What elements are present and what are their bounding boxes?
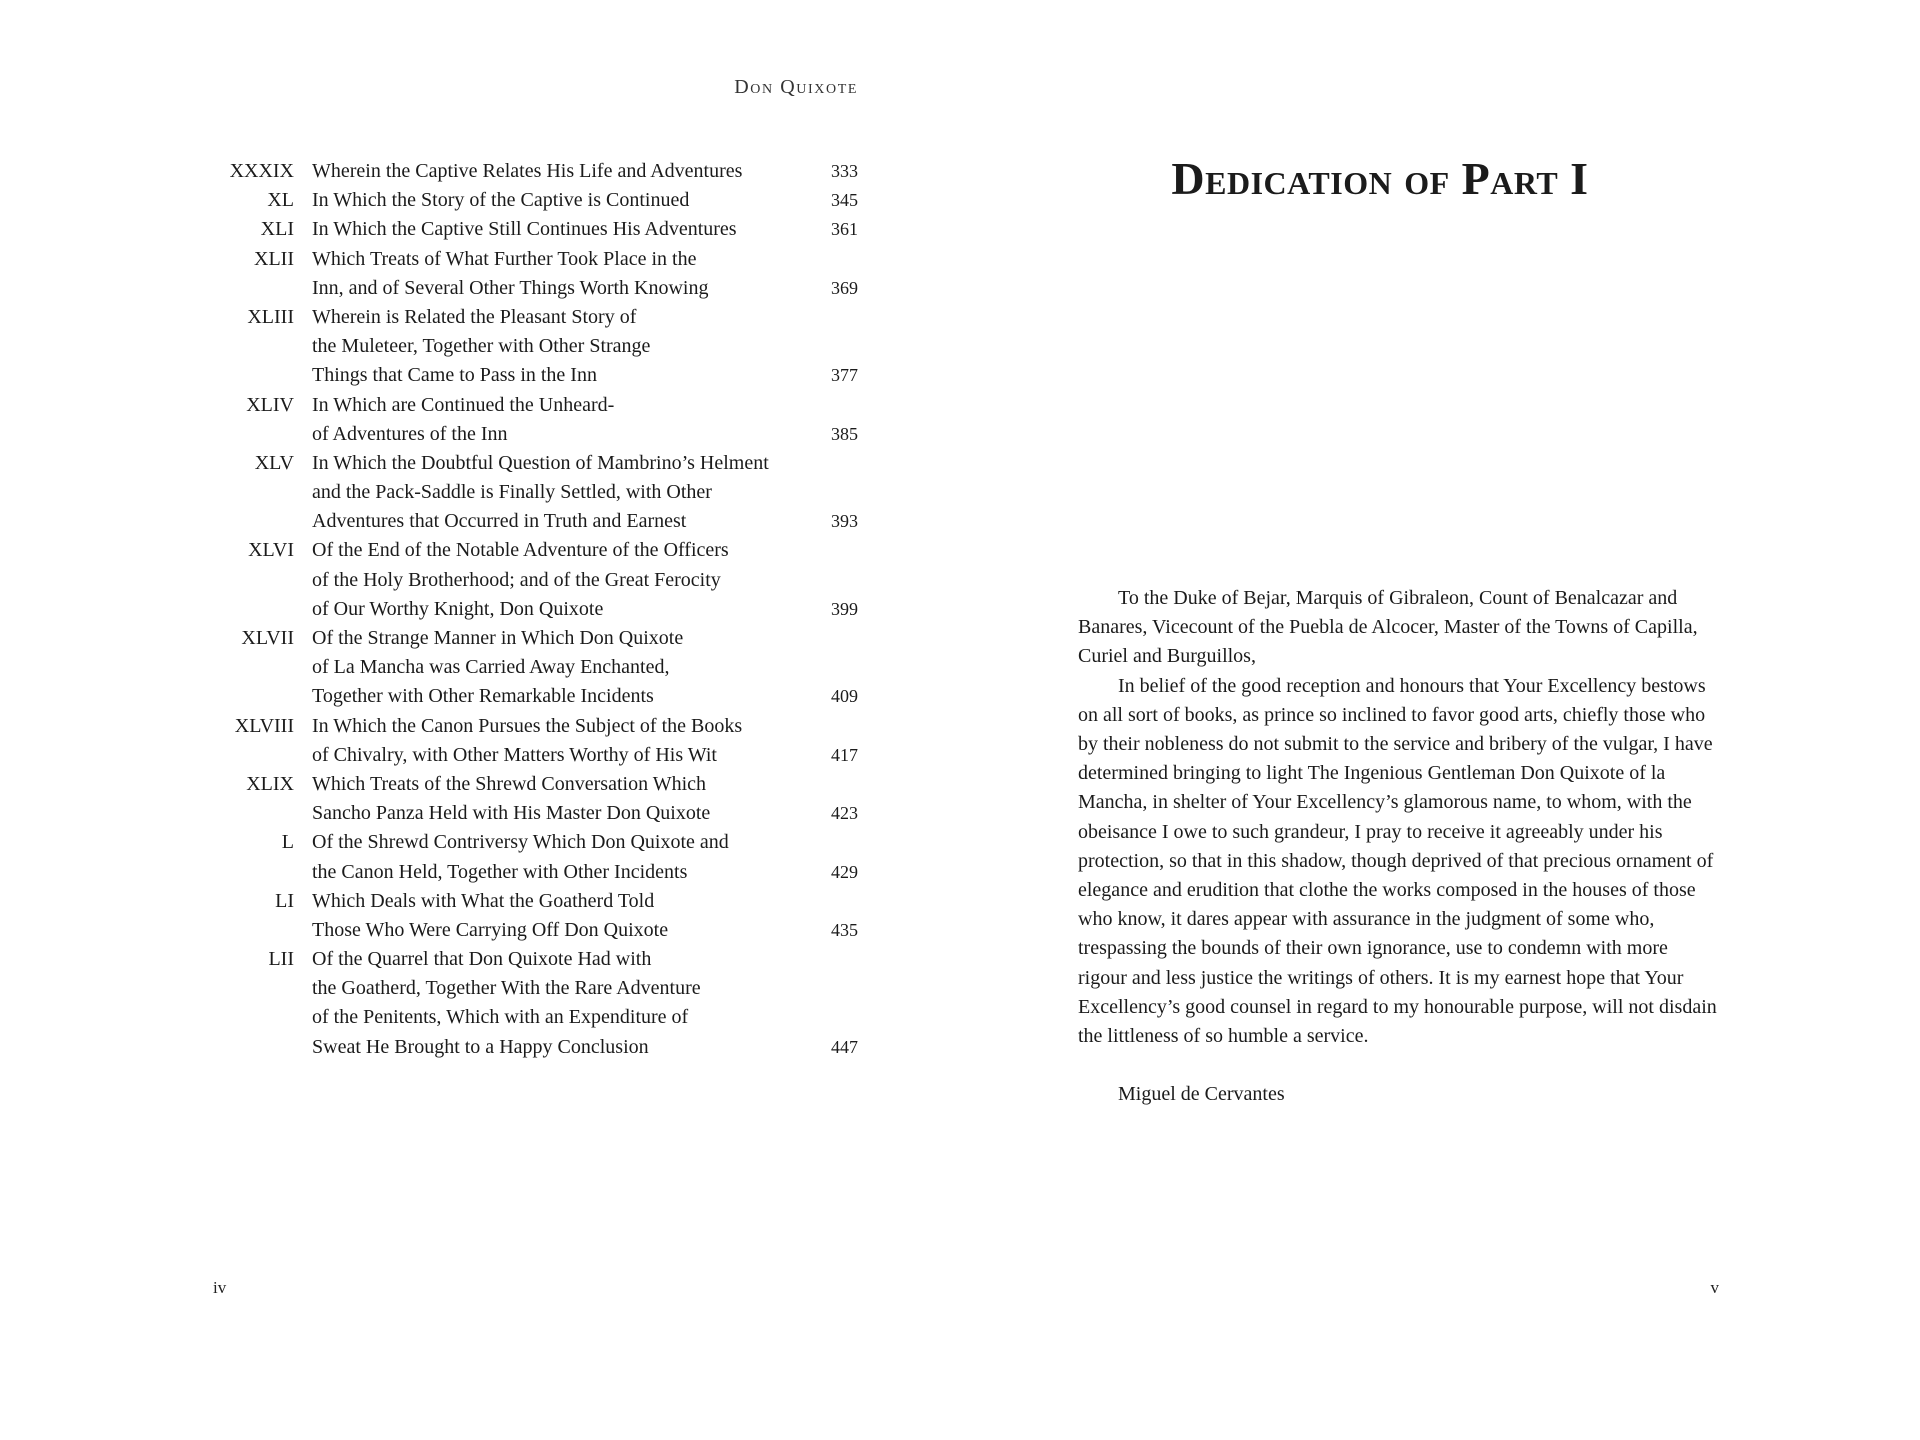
chapter-title: Of the Shrewd Contriversy Which Don Quixote and	[312, 831, 729, 854]
chapter-number: XLII	[254, 247, 294, 270]
page-number: 385	[831, 423, 858, 444]
right-page	[960, 0, 1920, 1440]
toc-line	[200, 682, 865, 711]
toc-line	[200, 741, 865, 770]
toc-line	[200, 595, 865, 624]
page-number: 333	[831, 161, 858, 181]
chapter-title: the Canon Held, Together with Other Incidents	[312, 860, 688, 883]
chapter-number: XLVIII	[234, 714, 294, 737]
toc-line	[200, 449, 865, 478]
chapter-number: XL	[267, 189, 294, 212]
toc-line	[200, 245, 865, 274]
dedication-paragraph: In belief of the good reception and honours that Your Excellency bestows on all sort of books, as prince so inclined to favor good arts, chiefly those who by their nobleness do not submit to the service and bribery of the vulgar, I have determined bringing to light The Ingenious Gentleman Don Quixote of la Mancha, in shelter of Your Excellency’s glamorous name, to whom, with the obeisance I owe to such grandeur, I pray to receive it agreeably under his protection, so that in this shadow, though deprived of that precious ornament of elegance and erudition that clothe the works composed in the houses of those who know, it dares appear with assurance in the judgment of some who, trespassing the bounds of their own ignorance, use to condemn with more rigour and less justice the writings of others. It is my earnest hope that Your Excellency’s good counsel in regard to my honourable purpose, will not disdain the littleness of so humble a service.	[1078, 674, 1717, 1048]
dedication-address: To the Duke of Bejar, Marquis of Gibraleon, Count of Benalcazar and Banares, Vicecount of the Puebla de Alcocer, Master of the Towns of Capilla, Curiel and Burguillos,	[1078, 587, 1698, 668]
toc-line	[200, 215, 865, 244]
chapter-title: and the Pack-Saddle is Finally Settled, with Other	[312, 481, 712, 504]
page-number: 435	[831, 919, 858, 940]
page-number: 345	[831, 190, 858, 211]
toc-line	[200, 157, 865, 186]
toc-line	[200, 624, 865, 653]
page-number: 399	[831, 598, 858, 619]
dedication-title: Dedication of Part I	[1171, 153, 1589, 204]
chapter-title: Of the End of the Notable Adventure of the Officers	[312, 539, 729, 562]
toc-line	[200, 1033, 865, 1062]
chapter-title: Which Deals with What the Goatherd Told	[312, 889, 655, 912]
chapter-title: Together with Other Remarkable Incidents	[312, 685, 654, 708]
toc-line	[200, 332, 865, 361]
chapter-title: In Which the Canon Pursues the Subject of the Books	[312, 714, 743, 737]
page-number-left: iv	[213, 1278, 227, 1297]
running-head: Don Quixote	[734, 76, 858, 98]
toc-line	[200, 712, 865, 741]
toc-line	[200, 858, 865, 887]
chapter-title: the Muleteer, Together with Other Strange	[312, 335, 651, 358]
chapter-title: In Which are Continued the Unheard-	[312, 393, 615, 416]
chapter-number: XLIX	[246, 772, 294, 795]
page-number: 423	[831, 803, 858, 824]
chapter-number: LI	[275, 889, 294, 912]
chapter-title: Those Who Were Carrying Off Don Quixote	[312, 918, 669, 941]
chapter-number: XLIII	[247, 305, 294, 328]
page-number: 393	[831, 511, 858, 532]
toc-line	[200, 361, 865, 390]
toc-line	[200, 653, 865, 682]
toc-line	[200, 303, 865, 332]
toc-line	[200, 799, 865, 828]
toc-line	[200, 974, 865, 1003]
chapter-title: Wherein the Captive Relates His Life and Adventures	[312, 160, 743, 182]
chapter-title: of Adventures of the Inn	[312, 422, 508, 445]
page-number: 429	[831, 861, 858, 882]
toc-line	[200, 566, 865, 595]
chapter-title: of Chivalry, with Other Matters Worthy of His Wit	[312, 743, 717, 766]
page-number: 447	[831, 1036, 858, 1057]
toc-line	[200, 420, 865, 449]
chapter-title: of La Mancha was Carried Away Enchanted,	[312, 656, 670, 679]
chapter-number: XLVI	[248, 539, 294, 562]
toc-line	[200, 186, 865, 215]
toc-line	[200, 1003, 865, 1032]
page-number: 369	[831, 277, 858, 298]
chapter-title: of the Holy Brotherhood; and of the Great Ferocity	[312, 568, 721, 591]
table-of-contents	[200, 157, 865, 1062]
toc-line	[200, 391, 865, 420]
chapter-title: the Goatherd, Together With the Rare Adventure	[312, 977, 701, 1000]
chapter-title: In Which the Captive Still Continues His Adventures	[312, 218, 737, 241]
toc-line	[200, 828, 865, 857]
page-number: 377	[831, 365, 858, 386]
signature: Miguel de Cervantes	[1118, 1083, 1285, 1106]
chapter-number: XLIV	[246, 393, 294, 416]
chapter-number: XLI	[260, 218, 294, 241]
toc-line	[200, 887, 865, 916]
toc-line	[200, 770, 865, 799]
chapter-title: Which Treats of the Shrewd Conversation Which	[312, 772, 707, 795]
toc-line	[200, 478, 865, 507]
chapter-title: Of the Quarrel that Don Quixote Had with	[312, 948, 652, 971]
page-number: 417	[831, 744, 858, 765]
chapter-title: Things that Came to Pass in the Inn	[312, 364, 597, 387]
chapter-title: In Which the Story of the Captive is Continued	[312, 189, 690, 212]
toc-line	[200, 274, 865, 303]
chapter-title: Sweat He Brought to a Happy Conclusion	[312, 1035, 649, 1058]
chapter-title: Inn, and of Several Other Things Worth Knowing	[312, 276, 709, 299]
chapter-title: Of the Strange Manner in Which Don Quixote	[312, 627, 684, 649]
chapter-title: of the Penitents, Which with an Expenditure of	[312, 1006, 689, 1029]
chapter-number: XXXIX	[229, 160, 294, 182]
chapter-number: XLVII	[241, 627, 294, 649]
toc-line	[200, 945, 865, 974]
chapter-title: Adventures that Occurred in Truth and Earnest	[312, 510, 687, 533]
page-number: 361	[831, 219, 858, 240]
chapter-title: of Our Worthy Knight, Don Quixote	[312, 597, 604, 620]
chapter-number: L	[281, 831, 294, 854]
toc-line	[200, 916, 865, 945]
page-number: 409	[831, 686, 858, 707]
chapter-title: In Which the Doubtful Question of Mambrino’s Helment	[312, 451, 769, 474]
chapter-number: XLV	[254, 451, 294, 474]
chapter-title: Which Treats of What Further Took Place in the	[312, 247, 697, 270]
toc-line	[200, 536, 865, 565]
chapter-number: LII	[268, 948, 294, 971]
chapter-title: Wherein is Related the Pleasant Story of	[312, 305, 637, 328]
toc-line	[200, 507, 865, 536]
page-number-right: v	[1710, 1278, 1719, 1297]
dedication-body	[1078, 584, 1718, 1110]
chapter-title: Sancho Panza Held with His Master Don Quixote	[312, 802, 711, 825]
